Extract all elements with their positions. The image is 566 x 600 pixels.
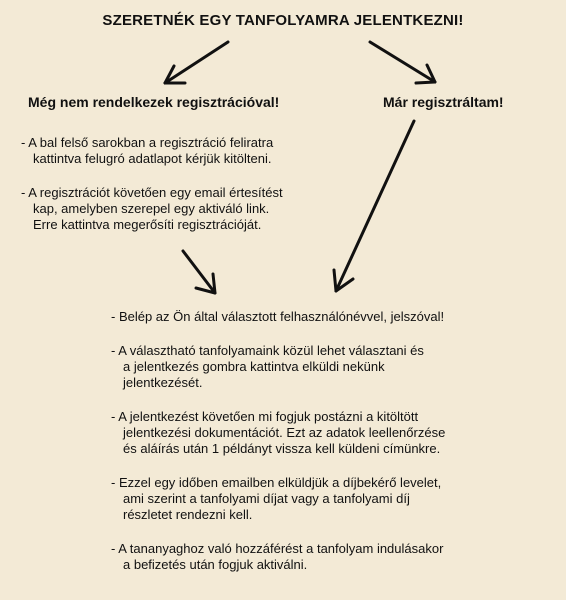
step-text-line: Erre kattintva megerősíti regisztrációját.	[33, 217, 262, 232]
arrow-registered-to-steps	[336, 121, 414, 291]
heading-unregistered: Még nem rendelkezek regisztrációval!	[28, 94, 280, 110]
application-step	[111, 343, 445, 391]
unregistered-steps	[21, 135, 283, 251]
step-text-line: - A regisztrációt követően egy email értesítést	[21, 185, 283, 200]
unregistered-step	[21, 135, 283, 167]
arrow-title-to-unregistered	[165, 42, 228, 83]
step-text-line: kattintva felugró adatlapot kérjük kitölteni.	[33, 151, 272, 166]
step-text-line: - Ezzel egy időben emailben elküldjük a díjbekérő levelet,	[111, 475, 442, 490]
application-step	[111, 475, 445, 523]
step-text-line: részletet rendezni kell.	[123, 507, 253, 522]
application-step	[111, 541, 445, 573]
step-text-line: a befizetés után fogjuk aktiválni.	[123, 557, 308, 572]
step-text-line: és aláírás után 1 példányt vissza kell küldeni címünkre.	[123, 441, 441, 456]
application-step	[111, 309, 445, 325]
step-text-line: - A tananyaghoz való hozzáférést a tanfolyam indulásakor	[111, 541, 444, 556]
step-text-line: a jelentkezés gombra kattintva elküldi nekünk	[123, 359, 385, 374]
step-text-line: kap, amelyben szerepel egy aktiváló link.	[33, 201, 270, 216]
page-title: SZERETNÉK EGY TANFOLYAMRA JELENTKEZNI!	[102, 12, 464, 29]
step-text-line: ami szerint a tanfolyami díjat vagy a tanfolyami díj	[123, 491, 410, 506]
arrow-unregistered-to-steps	[183, 251, 215, 293]
step-text-line: jelentkezési dokumentációt. Ezt az adatok leellenőrzése	[123, 425, 446, 440]
heading-registered: Már regisztráltam!	[383, 94, 504, 110]
step-text-line: - A választható tanfolyamaink közül lehet választani és	[111, 343, 424, 358]
application-steps	[111, 309, 445, 591]
step-text-line: - A bal felső sarokban a regisztráció feliratra	[21, 135, 274, 150]
application-step	[111, 409, 445, 457]
step-text-line: - Belép az Ön által választott felhasználónévvel, jelszóval!	[111, 309, 445, 324]
step-text-line: jelentkezését.	[123, 375, 203, 390]
unregistered-step	[21, 185, 283, 233]
arrow-title-to-registered	[370, 42, 435, 82]
arrowhead-title-to-unregistered	[165, 66, 185, 83]
step-text-line: - A jelentkezést követően mi fogjuk postázni a kitöltött	[111, 409, 419, 424]
